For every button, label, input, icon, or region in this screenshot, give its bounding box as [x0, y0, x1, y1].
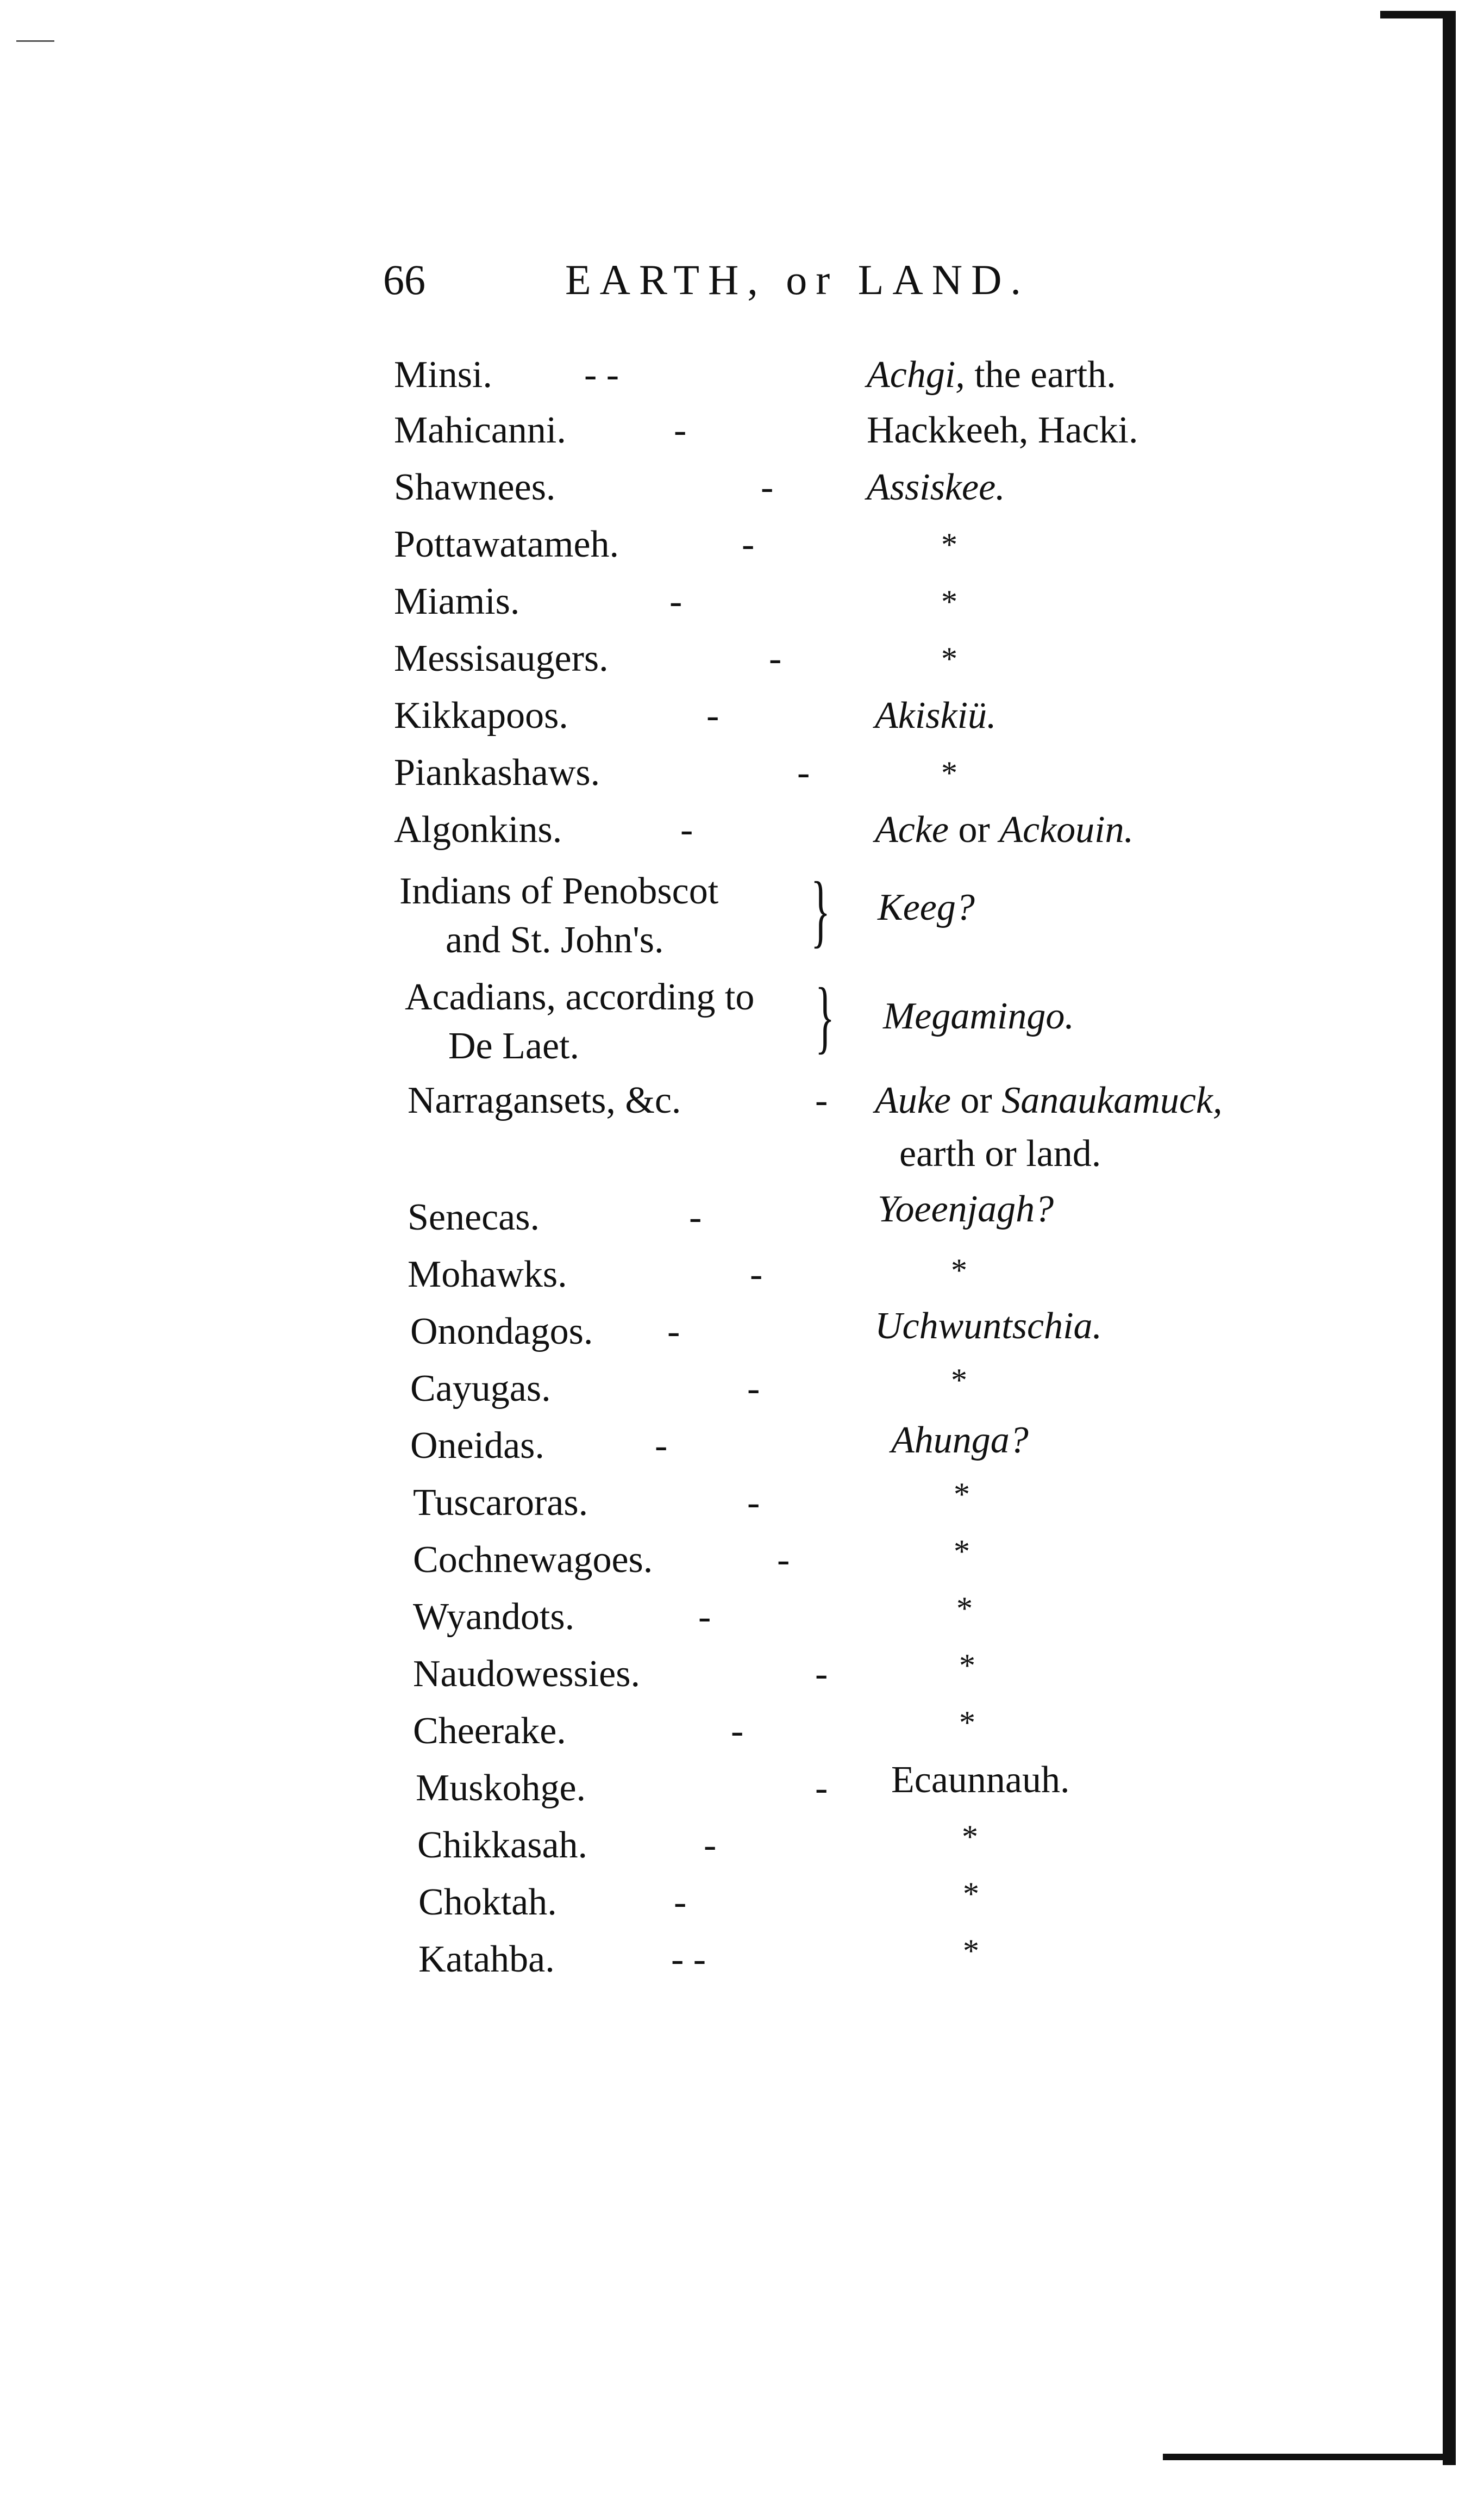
dash-leader: - [731, 1710, 744, 1752]
asterisk-marker: * [951, 1252, 967, 1288]
dash-leader: - [655, 1425, 668, 1467]
tribe-name: Pottawatameh. [394, 523, 619, 565]
tribe-name: Cayugas. [410, 1368, 551, 1409]
tribe-name: Senecas. [408, 1196, 540, 1238]
tribe-name: Piankashaws. [394, 752, 600, 794]
asterisk-marker: * [963, 1933, 979, 1969]
word-entry: Ecaunnauh. [891, 1759, 1070, 1801]
tribe-name: Mahicanni. [394, 409, 566, 451]
dash-leader: - - [584, 354, 619, 396]
tribe-name: Onondagos. [410, 1311, 593, 1352]
tribe-name: Katahba. [418, 1938, 555, 1980]
word-entry: Ahunga? [891, 1419, 1029, 1461]
dash-leader: - [674, 409, 687, 451]
asterisk-marker: * [951, 1362, 967, 1398]
page-title: EARTH, or LAND. [565, 256, 1030, 303]
tribe-name: Kikkapoos. [394, 695, 568, 737]
word-entry: Assiskee. [867, 466, 1005, 508]
brace-bracket: } [811, 865, 830, 956]
asterisk-marker: * [962, 1819, 978, 1855]
dash-leader: - [797, 752, 810, 794]
dash-leader: - [815, 1653, 828, 1695]
dash-leader: - [706, 695, 719, 737]
tribe-name: Messisaugers. [394, 638, 609, 679]
word-entry: Yoeenjagh? [878, 1188, 1054, 1230]
asterisk-marker: * [954, 1533, 970, 1569]
dash-leader: - [747, 1482, 760, 1524]
tribe-name: Shawnees. [394, 466, 556, 508]
tribe-name-continued: and St. John's. [446, 919, 664, 961]
page-header [0, 255, 1484, 315]
dash-leader: - [669, 581, 682, 622]
dash-leader: - [777, 1539, 790, 1581]
dash-leader: - [704, 1824, 717, 1866]
dash-leader: - [667, 1311, 680, 1352]
page-edge-right [1443, 11, 1456, 2465]
brace-bracket: } [815, 971, 835, 1062]
word-entry-continued: earth or land. [899, 1133, 1101, 1175]
tribe-name: Chikkasah. [417, 1824, 588, 1866]
page-number: 66 [383, 256, 425, 303]
dash-leader: - - [671, 1938, 706, 1980]
dash-leader: - [680, 809, 693, 851]
tribe-name: Narragansets, &c. [408, 1080, 681, 1121]
asterisk-marker: * [941, 584, 957, 620]
dash-leader: - [750, 1253, 763, 1295]
dash-leader: - [769, 638, 782, 679]
dash-leader: - [674, 1881, 687, 1923]
dash-leader: - [761, 466, 774, 508]
word-entry: Akiskiü. [875, 695, 997, 737]
asterisk-marker: * [959, 1648, 975, 1683]
scan-rule [16, 40, 54, 42]
tribe-name: Mohawks. [408, 1253, 567, 1295]
word-entry: Megamingo. [883, 995, 1074, 1037]
tribe-name: Minsi. [394, 354, 492, 396]
tribe-name: Cheerake. [413, 1710, 566, 1752]
asterisk-marker: * [941, 641, 957, 677]
tribe-name: Naudowessies. [413, 1653, 640, 1695]
dash-leader: - [747, 1368, 760, 1409]
tribe-name: Acadians, according to [405, 976, 755, 1018]
tribe-name: Oneidas. [410, 1425, 544, 1467]
tribe-name: Indians of Penobscot [399, 870, 719, 912]
dash-leader: - [742, 523, 755, 565]
asterisk-marker: * [941, 527, 957, 563]
word-entry: Auke or Sanaukamuck, [875, 1080, 1223, 1121]
word-entry: Hackkeeh, Hacki. [867, 409, 1138, 451]
tribe-name-continued: De Laet. [448, 1025, 579, 1067]
dash-leader: - [815, 1080, 828, 1121]
tribe-name: Miamis. [394, 581, 520, 622]
dash-leader: - [698, 1596, 711, 1638]
asterisk-marker: * [959, 1705, 975, 1741]
word-entry: Uchwuntschia. [875, 1305, 1103, 1347]
tribe-name: Tuscaroras. [413, 1482, 588, 1524]
dash-leader: - [689, 1196, 702, 1238]
asterisk-marker: * [956, 1590, 973, 1626]
asterisk-marker: * [954, 1476, 970, 1512]
word-entry: Achgi, the earth. [867, 354, 1116, 396]
asterisk-marker: * [941, 755, 957, 791]
page-edge-bottom [1163, 2454, 1456, 2460]
tribe-name: Wyandots. [413, 1596, 575, 1638]
dash-leader: - [815, 1767, 828, 1809]
asterisk-marker: * [963, 1876, 979, 1912]
tribe-name: Cochnewagoes. [413, 1539, 653, 1581]
word-entry: Keeg? [878, 887, 975, 928]
tribe-name: Choktah. [418, 1881, 557, 1923]
tribe-name: Muskohge. [416, 1767, 586, 1809]
tribe-name: Algonkins. [394, 809, 562, 851]
word-entry: Acke or Ackouin. [875, 809, 1134, 851]
